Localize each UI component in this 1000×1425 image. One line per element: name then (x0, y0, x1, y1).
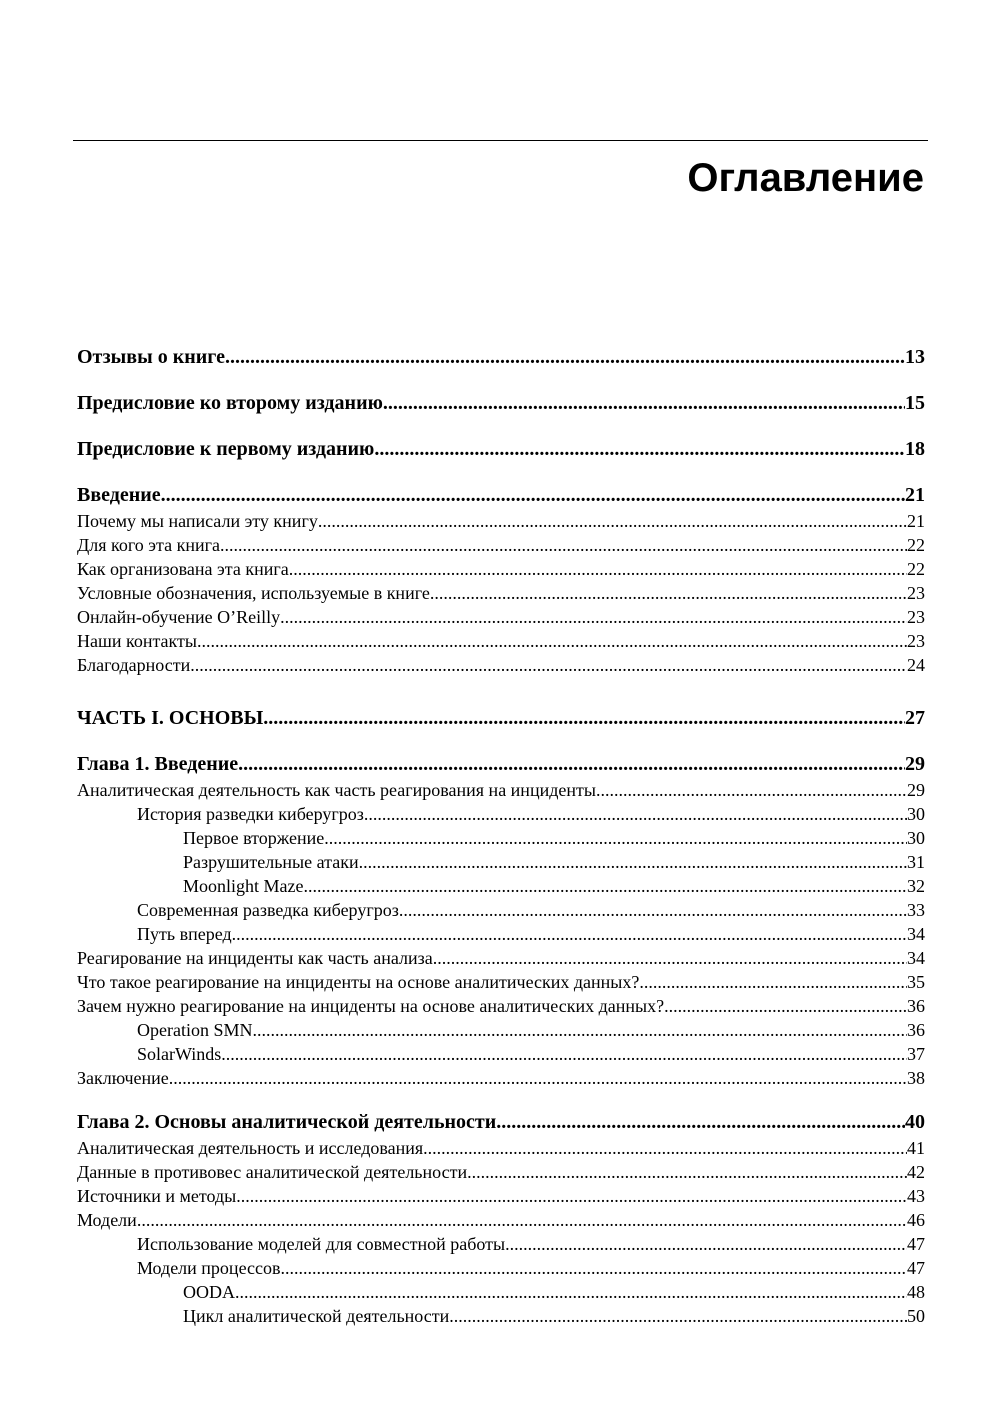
dot-leader (289, 557, 907, 581)
dot-leader (236, 1184, 907, 1208)
dot-leader (238, 750, 905, 778)
toc-entry-page: 50 (907, 1306, 925, 1326)
toc-entry-page: 15 (905, 392, 925, 414)
toc-entry-title: Как организована эта книга (77, 559, 289, 579)
toc-entry-page: 27 (905, 707, 925, 729)
toc-entry[interactable] (77, 1208, 925, 1232)
toc-entry-page: 32 (907, 876, 925, 896)
dot-leader (280, 605, 907, 629)
dot-leader (399, 898, 907, 922)
dot-leader (225, 343, 905, 371)
dot-leader (467, 1160, 907, 1184)
toc-entry-page: 38 (907, 1068, 925, 1088)
toc-entry-page: 18 (905, 438, 925, 460)
toc-entry-page: 47 (907, 1234, 925, 1254)
toc-entry-page: 30 (907, 804, 925, 824)
toc-entry-title: Модели (77, 1210, 137, 1230)
toc-entry[interactable] (77, 922, 925, 946)
toc-entry-title: Заключение (77, 1068, 169, 1088)
toc-entry-page: 29 (907, 780, 925, 800)
dot-leader (324, 826, 907, 850)
dot-leader (220, 533, 907, 557)
dot-leader (318, 509, 907, 533)
dot-leader (137, 1208, 907, 1232)
toc-entry-title: Данные в противовес аналитической деятельности (77, 1162, 468, 1182)
toc-entry-title: Наши контакты (77, 631, 197, 651)
page-title: Оглавление (687, 156, 924, 200)
toc-entry-title: Для кого эта книга (77, 535, 220, 555)
toc-entry-page: 34 (907, 924, 925, 944)
toc-entry-reviews[interactable] (77, 343, 925, 371)
toc-entry-page: 42 (907, 1162, 925, 1182)
toc-entry-page: 13 (905, 346, 925, 368)
dot-leader (253, 1018, 908, 1042)
toc-entry-page: 21 (905, 484, 925, 506)
toc-entry-title: История разведки киберугроз (137, 804, 364, 824)
toc-entry[interactable] (77, 533, 925, 557)
toc-entry[interactable] (77, 802, 925, 826)
toc-entry[interactable] (77, 1136, 925, 1160)
toc-entry-page: 43 (907, 1186, 925, 1206)
toc-entry-page: 23 (907, 583, 925, 603)
toc-entry-page: 33 (907, 900, 925, 920)
toc-entry-title: Предисловие к первому изданию (77, 438, 375, 460)
toc-entry[interactable] (77, 653, 925, 677)
toc-entry-chapter-1[interactable] (77, 750, 925, 778)
toc-entry-title: Онлайн-обучение O’Reilly (77, 607, 281, 627)
toc-entry[interactable] (77, 970, 925, 994)
toc-entry-preface-second-edition[interactable] (77, 389, 925, 417)
toc-entry-page: 46 (907, 1210, 925, 1230)
dot-leader (449, 1304, 907, 1328)
toc-entry-title: Современная разведка киберугроз (137, 900, 399, 920)
dot-leader (383, 389, 905, 417)
dot-leader (374, 435, 905, 463)
toc-entry-page: 36 (907, 1020, 925, 1040)
toc-entry-title: Разрушительные атаки (183, 852, 359, 872)
dot-leader (359, 850, 907, 874)
toc-entry-title: Аналитическая деятельность и исследования (77, 1138, 424, 1158)
toc-entry-page: 47 (907, 1258, 925, 1278)
toc-entry-title: Отзывы о книге (77, 346, 225, 368)
toc-entry-title: Зачем нужно реагирование на инциденты на основе аналитических данных? (77, 996, 665, 1016)
dot-leader (263, 704, 905, 732)
toc-entry-page: 30 (907, 828, 925, 848)
toc-entry-page: 31 (907, 852, 925, 872)
toc-entry-title: Источники и методы (77, 1186, 237, 1206)
toc-entry-page: 40 (905, 1111, 925, 1133)
table-of-contents (77, 343, 925, 1328)
toc-entry-title: Moonlight Maze (183, 876, 304, 896)
toc-entry-title: Благодарности (77, 655, 191, 675)
toc-entry[interactable] (77, 1232, 925, 1256)
toc-entry-title: Первое вторжение (183, 828, 325, 848)
toc-entry-title: Глава 2. Основы аналитической деятельности (77, 1111, 497, 1133)
toc-entry-page: 21 (907, 511, 925, 531)
toc-entry-title: Operation SMN (137, 1020, 253, 1040)
dot-leader (303, 874, 907, 898)
toc-entry-part-1[interactable] (77, 704, 925, 732)
dot-leader (664, 994, 907, 1018)
toc-entry-page: 22 (907, 559, 925, 579)
dot-leader (221, 1042, 907, 1066)
toc-entry-title: Почему мы написали эту книгу (77, 511, 318, 531)
toc-entry-title: Введение (77, 484, 161, 506)
dot-leader (496, 1108, 905, 1136)
dot-leader (596, 778, 907, 802)
toc-entry-page: 23 (907, 607, 925, 627)
toc-entry-title: OODA (183, 1282, 235, 1302)
toc-entry[interactable] (77, 898, 925, 922)
dot-leader (639, 970, 907, 994)
toc-entry-page: 29 (905, 753, 925, 775)
toc-entry[interactable] (77, 1160, 925, 1184)
toc-entry-title: ЧАСТЬ I. ОСНОВЫ (77, 707, 264, 729)
toc-entry-page: 37 (907, 1044, 925, 1064)
toc-entry-page: 41 (907, 1138, 925, 1158)
dot-leader (433, 946, 907, 970)
toc-entry[interactable] (77, 1066, 925, 1090)
toc-entry[interactable] (77, 1184, 925, 1208)
dot-leader (169, 1066, 907, 1090)
toc-entry-title: Глава 1. Введение (77, 753, 239, 775)
dot-leader (505, 1232, 907, 1256)
toc-entry-page: 24 (907, 655, 925, 675)
toc-entry-title: Реагирование на инциденты как часть анализа (77, 948, 433, 968)
toc-entry-title: Модели процессов (137, 1258, 281, 1278)
toc-entry[interactable] (77, 778, 925, 802)
toc-entry-chapter-2[interactable] (77, 1108, 925, 1136)
toc-entry[interactable] (77, 605, 925, 629)
toc-entry[interactable] (77, 1042, 925, 1066)
toc-entry[interactable] (77, 850, 925, 874)
toc-entry-page: 34 (907, 948, 925, 968)
toc-entry-page: 35 (907, 972, 925, 992)
toc-entry-page: 22 (907, 535, 925, 555)
toc-entry-title: Что такое реагирование на инциденты на основе аналитических данных? (77, 972, 640, 992)
dot-leader (197, 629, 907, 653)
dot-leader (232, 922, 907, 946)
dot-leader (190, 653, 907, 677)
dot-leader (364, 802, 907, 826)
toc-entry[interactable] (77, 826, 925, 850)
toc-entry-title: Предисловие ко второму изданию (77, 392, 383, 414)
toc-entry-title: Использование моделей для совместной работы (137, 1234, 506, 1254)
dot-leader (423, 1136, 907, 1160)
toc-entry[interactable] (77, 629, 925, 653)
toc-entry-title: Цикл аналитической деятельности (183, 1306, 450, 1326)
toc-entry[interactable] (77, 1256, 925, 1280)
toc-entry-preface-first-edition[interactable] (77, 435, 925, 463)
toc-entry[interactable] (77, 581, 925, 605)
toc-entry[interactable] (77, 1018, 925, 1042)
toc-entry-title: Путь вперед (137, 924, 232, 944)
toc-entry[interactable] (77, 994, 925, 1018)
dot-leader (161, 481, 905, 509)
toc-entry[interactable] (77, 509, 925, 533)
dot-leader (235, 1280, 907, 1304)
dot-leader (280, 1256, 907, 1280)
toc-entry-title: SolarWinds (137, 1044, 222, 1064)
toc-entry-page: 48 (907, 1282, 925, 1302)
toc-entry[interactable] (77, 1304, 925, 1328)
header-rule (73, 140, 928, 141)
toc-entry-title: Аналитическая деятельность как часть реагирования на инциденты (77, 780, 596, 800)
toc-entry-page: 23 (907, 631, 925, 651)
toc-entry[interactable] (77, 946, 925, 970)
toc-entry-title: Условные обозначения, используемые в книге (77, 583, 430, 603)
dot-leader (430, 581, 907, 605)
toc-entry-page: 36 (907, 996, 925, 1016)
toc-entry-introduction[interactable] (77, 481, 925, 509)
toc-entry[interactable] (77, 874, 925, 898)
toc-entry[interactable] (77, 1280, 925, 1304)
toc-entry[interactable] (77, 557, 925, 581)
